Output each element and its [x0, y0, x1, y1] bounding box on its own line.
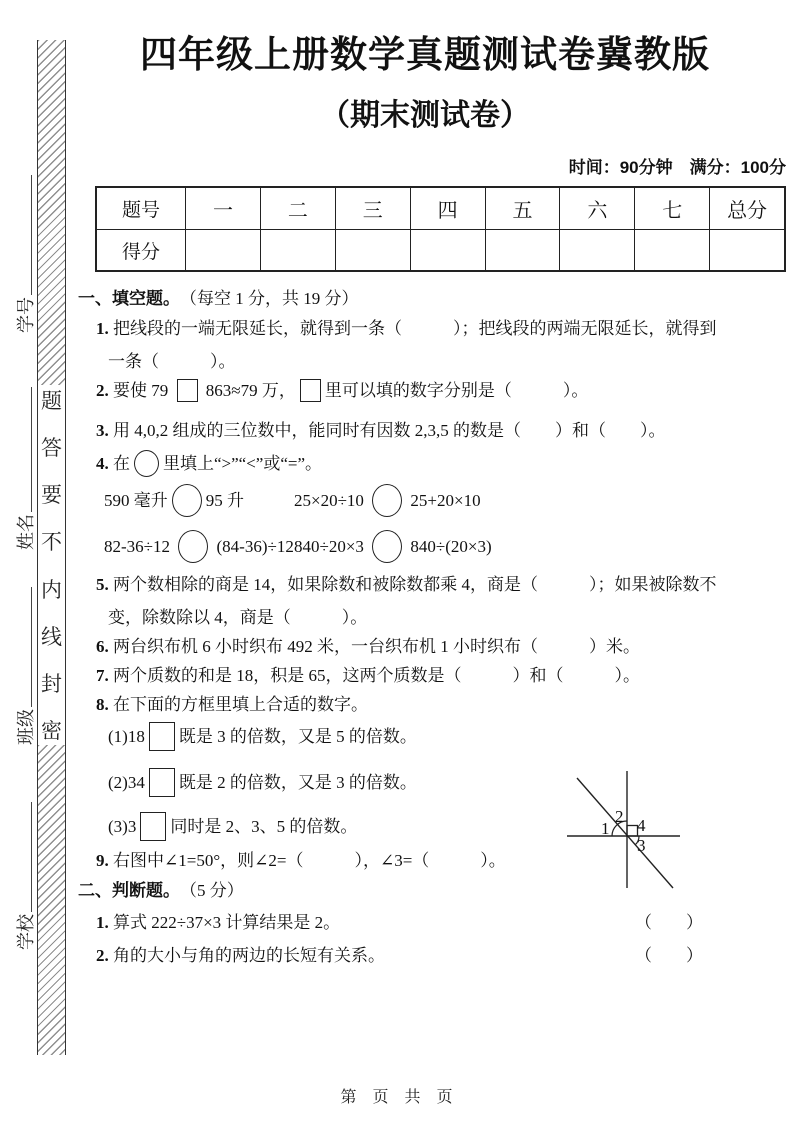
question-cell [78, 880, 244, 901]
text-segment: 8. [96, 695, 109, 714]
score-table-col: 总分 [709, 188, 784, 229]
fill-in-box [140, 812, 166, 841]
text-segment: (3)3 [108, 817, 137, 836]
student-name-label: 姓名 [16, 514, 36, 550]
score-table-col: 四 [410, 188, 485, 229]
question-cell [108, 607, 367, 628]
question-cell [108, 722, 417, 751]
question-cell [635, 945, 703, 966]
page-title: 四年级上册数学真题测试卷冀教版 [140, 34, 710, 75]
fill-in-box [300, 379, 321, 402]
time-score-info: 时间：90分钟 满分：100分 [568, 158, 786, 177]
school-blank [17, 802, 32, 912]
text-segment: 算式 222÷37×3 计算结果是 2。 [108, 913, 341, 932]
text-segment: 右图中∠1=50°，则∠2=（ ），∠3=（ ）。 [108, 851, 506, 870]
fill-in-box [149, 768, 175, 797]
question-cell [108, 351, 236, 372]
seal-char: 密 [41, 718, 62, 743]
text-segment: 863≈79 万， [201, 381, 296, 400]
text-segment: 5. [96, 575, 109, 594]
text-segment: 把线段的一端无限延长，就得到一条（ ）；把线段的两端无限延长，就得到 [108, 319, 717, 338]
text-segment: 角的大小与角的两边的长短有关系。 [108, 946, 385, 965]
text-segment: (84-36)÷12 [212, 537, 294, 556]
score-table-col: 六 [559, 188, 634, 229]
question-cell [294, 484, 481, 517]
school-field [12, 802, 38, 950]
angle-label-4: 4 [637, 816, 646, 835]
question-cell [96, 665, 640, 686]
question-cell [635, 912, 703, 933]
question-cell [96, 379, 588, 402]
text-segment: 1. [96, 319, 109, 338]
text-segment: 用 4,0,2 组成的三位数中，能同时有因数 2,3,5 的数是（ ）和（ ）。 [108, 421, 666, 440]
text-segment: 25×20÷10 [294, 491, 369, 510]
text-segment: 一条（ ）。 [108, 352, 236, 371]
text-segment: (2)34 [108, 773, 145, 792]
text-segment: （5 分） [180, 881, 244, 900]
text-segment: 两个数相除的商是 14，如果除数和被除数都乘 4，商是（ ）；如果被除数不 [108, 575, 717, 594]
seal-char: 题 [41, 389, 62, 413]
seal-line-strip [37, 40, 66, 1055]
text-segment: 25+20×10 [406, 491, 481, 510]
text-segment: 95 升 [205, 491, 244, 510]
seal-hatch-bottom [38, 745, 65, 1055]
fill-in-box [177, 379, 198, 402]
page-subtitle: （期末测试卷） [320, 99, 530, 132]
school-label: 学校 [16, 914, 36, 950]
seal-char: 内 [41, 577, 62, 602]
text-segment: 既是 2 的倍数，又是 3 的倍数。 [178, 773, 417, 792]
angle-label-3: 3 [637, 836, 646, 855]
question-cell [104, 484, 244, 517]
text-segment: 9. [96, 851, 109, 870]
right-angle-mark [627, 826, 638, 837]
student-id-field [12, 175, 38, 333]
text-segment: 在下面的方框里填上合适的数字。 [108, 695, 368, 714]
compare-circle [372, 530, 402, 563]
question-cell [96, 420, 666, 441]
score-table-col: 五 [485, 188, 560, 229]
angle-label-1: 1 [601, 819, 610, 838]
text-segment: （ ） [635, 946, 703, 965]
text-segment: （每空 1 分，共 19 分） [180, 289, 359, 308]
question-cell [294, 530, 492, 563]
class-blank [17, 587, 32, 707]
student-name-blank [17, 387, 32, 512]
score-table-col: 三 [335, 188, 410, 229]
score-table-score-label: 得分 [97, 229, 185, 270]
text-segment: (1)18 [108, 727, 145, 746]
seal-char: 要 [41, 483, 62, 508]
section-heading: 一、填空题。 [78, 289, 180, 308]
class-field [12, 587, 38, 745]
seal-char: 不 [41, 530, 62, 555]
seal-text-column [38, 385, 65, 745]
question-cell [96, 850, 506, 871]
text-segment: 4. [96, 454, 109, 473]
text-segment: 3. [96, 421, 109, 440]
text-segment: 既是 3 的倍数，又是 5 的倍数。 [178, 727, 417, 746]
seal-char: 封 [41, 671, 62, 696]
section-heading: 二、判断题。 [78, 881, 180, 900]
question-cell [96, 694, 368, 715]
text-segment: 在 [108, 454, 130, 473]
question-cell [96, 318, 717, 339]
text-segment: 2. [96, 381, 109, 400]
text-segment: 同时是 2、3、5 的倍数。 [170, 817, 358, 836]
text-segment: 590 毫升 [104, 491, 168, 510]
text-segment: 里可以填的数字分别是（ ）。 [324, 381, 589, 400]
score-table-header-label: 题号 [121, 200, 160, 221]
text-segment: 里填上“>”“<”或“=”。 [163, 454, 323, 473]
question-cell [104, 530, 294, 563]
question-cell [108, 768, 417, 797]
fill-in-box [149, 722, 175, 751]
text-segment: 要使 79 [108, 381, 173, 400]
text-segment: 两个质数的和是 18，积是 65，这两个质数是（ ）和（ ）。 [108, 666, 640, 685]
compare-circle [372, 484, 402, 517]
text-segment: 840÷(20×3) [406, 537, 492, 556]
text-segment: 1. [96, 913, 109, 932]
class-label: 班级 [16, 709, 36, 745]
text-segment: 两台织布机 6 小时织布 492 米，一台织布机 1 小时织布（ ）米。 [108, 637, 640, 656]
seal-char: 答 [41, 436, 62, 461]
angles-diagram [558, 753, 698, 895]
student-id-label: 学号 [16, 297, 36, 333]
text-segment: 840÷20×3 [294, 537, 369, 556]
question-cell [108, 812, 357, 841]
text-segment: 6. [96, 637, 109, 656]
question-cell [96, 945, 385, 966]
question-cell [78, 288, 359, 309]
text-segment: 7. [96, 666, 109, 685]
compare-circle [178, 530, 208, 563]
seal-hatch-top [38, 40, 65, 385]
student-id-blank [17, 175, 32, 295]
text-segment: 82-36÷12 [104, 537, 175, 556]
angle-label-2: 2 [615, 807, 624, 826]
student-name-field [12, 387, 38, 550]
page-footer: 第 页 共 页 [340, 1089, 453, 1106]
text-segment: 变，除数除以 4，商是（ ）。 [108, 608, 368, 627]
questions-layer [78, 0, 788, 1122]
seal-char: 线 [41, 624, 62, 649]
question-cell [96, 912, 340, 933]
question-cell [96, 636, 640, 657]
compare-circle [134, 450, 159, 477]
question-cell [96, 450, 322, 477]
compare-circle [172, 484, 202, 517]
score-table-col: 七 [634, 188, 709, 229]
diagonal-line [577, 778, 673, 888]
text-segment: 2. [96, 946, 109, 965]
score-table-col: 二 [260, 188, 335, 229]
text-segment: （ ） [635, 913, 703, 932]
question-cell [96, 574, 717, 595]
score-table-col: 一 [185, 188, 260, 229]
